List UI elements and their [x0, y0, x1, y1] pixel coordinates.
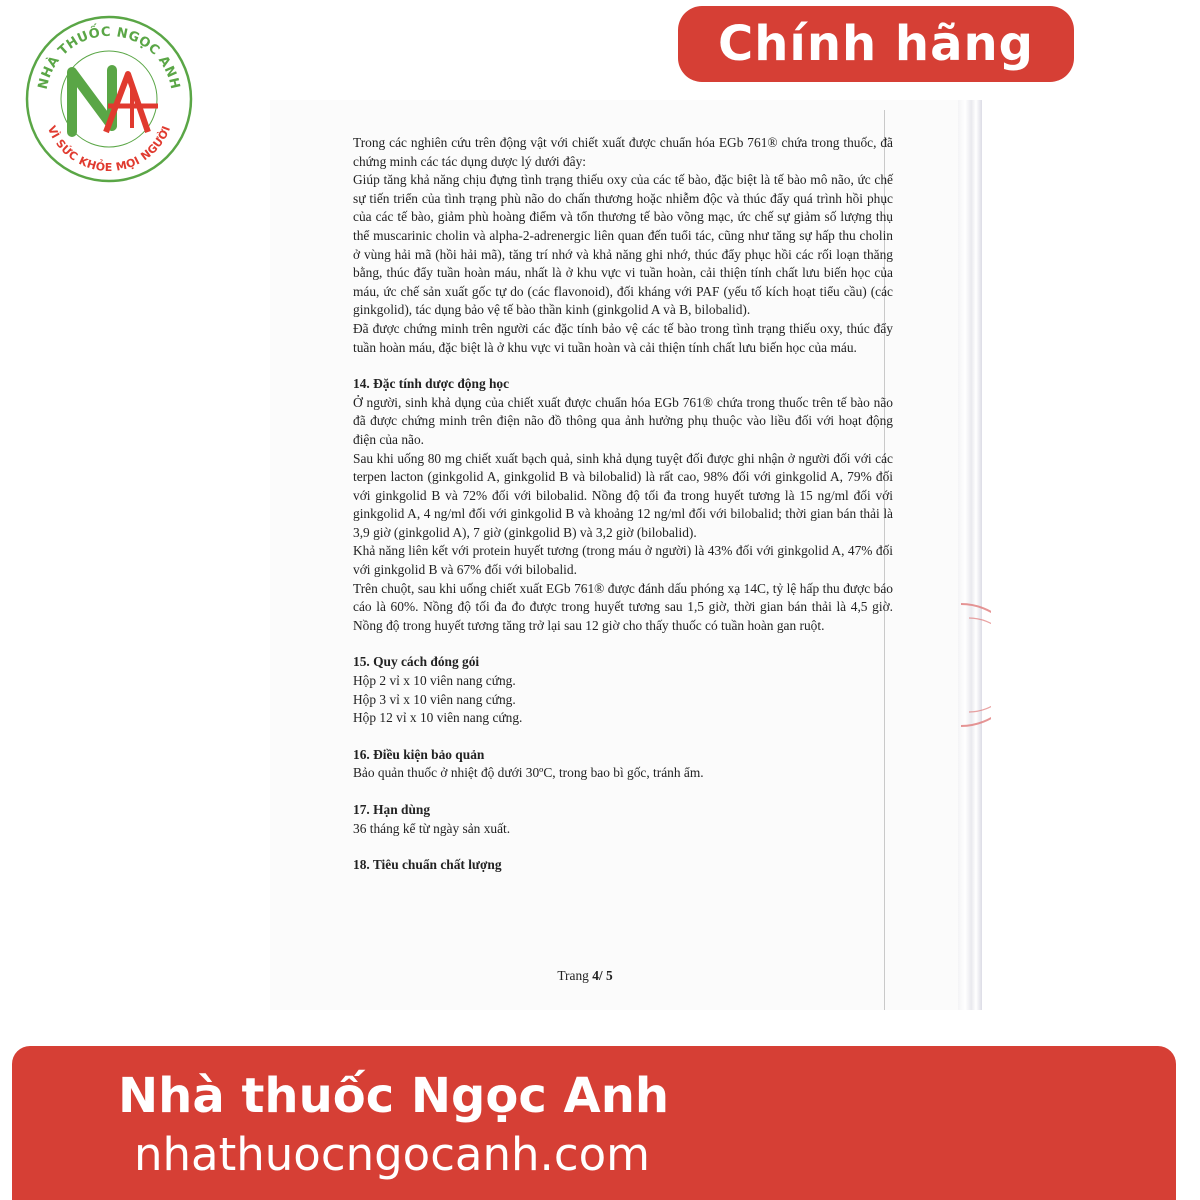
- store-url[interactable]: nhathuocngocanh.com: [134, 1128, 650, 1181]
- pharmacy-logo: [24, 14, 194, 184]
- section-14-paragraph-4: Trên chuột, sau khi uống chiết xuất EGb 761® được đánh dấu phóng xạ 14C, tỷ lệ hấp thu được báo cáo là 60%. Nồng độ tối đa đo được trong huyết tương sau 1,5 giờ, thời gian bán thải là 4,5 giờ. Nồng độ trong huyết tương tăng trở lại sau 12 giờ cho thấy thuốc có tuần hoàn gan ruột.: [353, 580, 893, 633]
- page-label: Trang: [557, 968, 589, 983]
- human-paragraph: Đã được chứng minh trên người các đặc tính bảo vệ các tế bào trong tình trạng thiếu oxy, thúc đẩy tuần hoàn máu, đặc biệt là ở khu vực vi tuần hoàn và cải thiện tính chất lưu biến học của máu.: [353, 320, 893, 355]
- intro-paragraph: Trong các nghiên cứu trên động vật với chiết xuất được chuẩn hóa EGb 761® chứa trong thuốc, đã chứng minh các tác dụng dược lý dưới đây:: [353, 135, 893, 169]
- section-14-title: 14. Đặc tính dược động học: [353, 376, 510, 392]
- section-16-text: Bảo quản thuốc ở nhiệt độ dưới 30ºC, trong bao bì gốc, tránh ẩm.: [353, 765, 704, 781]
- section-17-text: 36 tháng kể từ ngày sản xuất.: [353, 820, 511, 836]
- section-16-title: 16. Điều kiện bảo quản: [353, 746, 485, 762]
- page-number: 4/ 5: [592, 968, 613, 983]
- document-text: [353, 134, 893, 875]
- page-stack-edge: [958, 100, 982, 1010]
- effects-paragraph: Giúp tăng khả năng chịu đựng tình trạng thiếu oxy của các tế bào, đặc biệt là tế bào mô não, ức chế sự tiến triển của tình trạng phù não do chấn thương hoặc nhiễm độc và thúc đẩy quá trình hồi phục của các tế bào, giảm phù hoàng điểm và tổn thương tế bào võng mạc, ức chế sự giảm số lượng thụ thể muscarinic cholin và alpha-2-adrenergic liên quan đến tuổi tác, cũng như tăng sự hấp thu cholin ở vùng hải mã (hồi hải mã), tăng trí nhớ và khả năng ghi nhớ, thúc đẩy phục hồi các rối loạn thăng bằng, thúc đẩy tuần hoàn máu, nhất là ở khu vực vi tuần hoàn, cải thiện tính chất lưu biến học của máu, ức chế sản xuất gốc tự do (các flavonoid), đối kháng với PAF (yếu tố kích hoạt tiểu cầu) (các ginkgolid), tác dụng bảo vệ tế bào thần kinh (ginkgolid A và B, bilobalid).: [353, 172, 893, 318]
- package-item: Hộp 2 vỉ x 10 viên nang cứng.: [353, 673, 516, 689]
- page-footer: [530, 968, 640, 984]
- store-name: Nhà thuốc Ngọc Anh: [118, 1068, 670, 1124]
- logo-arc-top: NHÀ THUỐC NGỌC ANH: [35, 24, 183, 91]
- section-14-paragraph-1: Ở người, sinh khả dụng của chiết xuất được chuẩn hóa EGb 761® chứa trong thuốc trên tế bào não đã được chứng minh trên điện não đồ thông qua ảnh hưởng phụ thuộc vào liều đối với hoạt động điện của não.: [353, 394, 893, 447]
- section-15-title: 15. Quy cách đóng gói: [353, 654, 480, 670]
- red-stamp-fragment: [955, 600, 991, 730]
- section-14-paragraph-3: Khả năng liên kết với protein huyết tương (trong máu ở người) là 43% đối với ginkgolid A, 47% đối với ginkgolid B và 67% đối với bilobalid.: [353, 543, 893, 578]
- package-item: Hộp 3 vỉ x 10 viên nang cứng.: [353, 691, 516, 707]
- section-18-title: 18. Tiêu chuẩn chất lượng: [353, 857, 502, 873]
- logo-arc-bottom: VÌ SỨC KHỎE MỌI NGƯỜI: [44, 123, 174, 175]
- section-14-paragraph-2: Sau khi uống 80 mg chiết xuất bạch quả, sinh khả dụng tuyệt đối được ghi nhận ở người đối với các terpen lacton (ginkgolid A, ginkgolid B và bilobalid) là rất cao, 98% đối với ginkgolid A, 79% đối với ginkgolid B và 72% đối với bilobalid. Nồng độ tối đa trong huyết tương là 15 ng/ml đối với ginkgolid A, 4 ng/ml đối với ginkgolid B và khoảng 12 ng/ml đối với bilobalid; thời gian bán thải là 3,9 giờ (ginkgolid A), 7 giờ (ginkgolid B) và 3,2 giờ (bilobalid).: [353, 450, 893, 540]
- authentic-badge: [678, 6, 1074, 82]
- authentic-badge-label: Chính hãng: [718, 16, 1034, 72]
- section-17-title: 17. Hạn dùng: [353, 802, 431, 817]
- package-item: Hộp 12 vỉ x 10 viên nang cứng.: [353, 710, 523, 726]
